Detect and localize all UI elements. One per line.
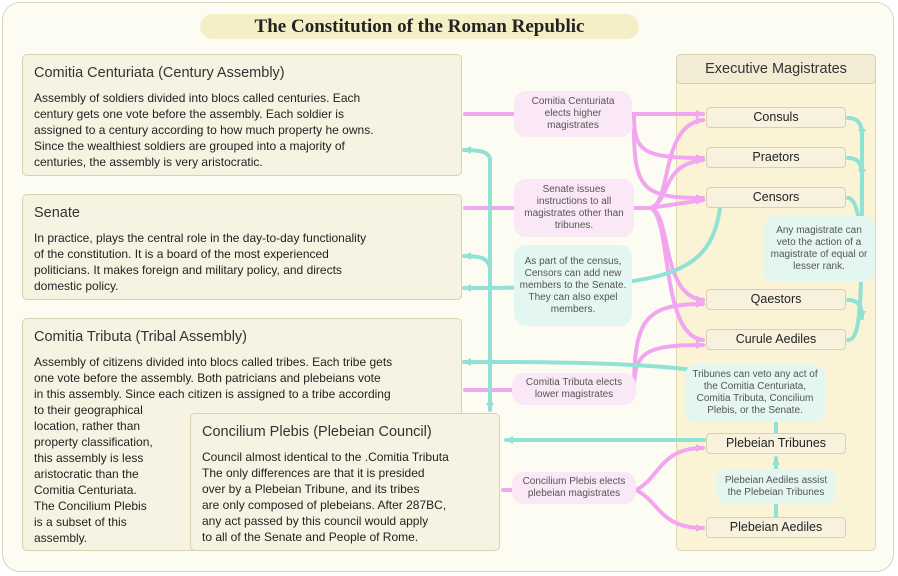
magistrate-praetors: Praetors (706, 147, 846, 168)
comitia-centuriata-heading: Comitia Centuriata (Century Assembly) (34, 65, 285, 81)
magistrate-curule-aediles: Curule Aediles (706, 329, 846, 350)
diagram-title: The Constitution of the Roman Republic (200, 14, 639, 39)
senate-box (22, 194, 462, 300)
magistrate-censors: Censors (706, 187, 846, 208)
senate-text: In practice, plays the central role in the day-to-day functionality of the constitution. It is a board of the most experienced politicians. It makes foreign and military policy, and directs domestic policy. (34, 231, 367, 293)
note-plebis-elects: Concilium Plebis elects plebeian magistrates (512, 472, 636, 504)
magistrate-consuls: Consuls (706, 107, 846, 128)
arrow-veto-senate (464, 256, 490, 270)
note-magistrate-veto: Any magistrate can veto the action of a magistrate of equal or lesser rank. (763, 216, 875, 282)
comitia-centuriata-box (22, 54, 462, 176)
arrow-plebis-aediles (636, 490, 703, 528)
magistrate-qaestors: Qaestors (706, 289, 846, 310)
concilium-plebis-text: Council almost identical to the .Comitia Tributa The only differences are that it is presided over by a Plebeian Tribune, and its tribes are only composed of plebeians. After 287BC, any act passed by this council would apply to all of the Senate and People of Rome. (202, 450, 449, 544)
note-tributa-elects: Comitia Tributa elects lower magistrates (512, 373, 636, 405)
note-centuriata-elects: Comitia Centuriata elects higher magistrates (514, 91, 632, 137)
veto-chain-1 (848, 118, 862, 136)
concilium-plebis-box (190, 413, 500, 551)
comitia-tributa-heading: Comitia Tributa (Tribal Assembly) (34, 329, 247, 345)
comitia-tributa-text: Assembly of citizens divided into blocs called tribes. Each tribe gets one vote before the assembly. Both patricians and plebeians vote in this assembly. Since each citizen is assigned to a tribe according (34, 355, 393, 401)
note-aediles-assist: Plebeian Aediles assist the Plebeian Tribunes (716, 469, 836, 504)
note-tribunes-veto: Tribunes can veto any act of the Comitia Centuriata, Comitia Tributa, Concilium Plebis, or the Senate. (685, 364, 825, 422)
note-senate-instructions: Senate issues instructions to all magistrates other than tribunes. (514, 179, 634, 237)
executive-heading: Executive Magistrates (676, 54, 876, 84)
magistrate-plebeian-tribunes: Plebeian Tribunes (706, 433, 846, 454)
senate-heading: Senate (34, 205, 80, 221)
veto-chain-2 (848, 158, 862, 176)
magistrate-plebeian-aediles: Plebeian Aediles (706, 517, 846, 538)
note-censors-senate: As part of the census, Censors can add new members to the Senate. They can also expel members. (514, 245, 632, 326)
comitia-centuriata-text: Assembly of soldiers divided into blocs called centuries. Each century gets one vote before the assembly. Each soldier is assigned to a century according to how much property he owns. Since the wealthiest soldiers are grouped into a majority of centuries, the assembly is very aristocratic. (34, 91, 374, 169)
arrow-centuriata-praetors (634, 114, 703, 158)
concilium-plebis-heading: Concilium Plebis (Plebeian Council) (202, 424, 432, 440)
comitia-tributa-text-cont: to their geographical location, rather than property classification, this assembly is less aristocratic than the Comitia Centuriata. The Concilium Plebis is a subset of this assembly. (34, 403, 153, 545)
arrow-plebis-tribunes (636, 448, 703, 490)
